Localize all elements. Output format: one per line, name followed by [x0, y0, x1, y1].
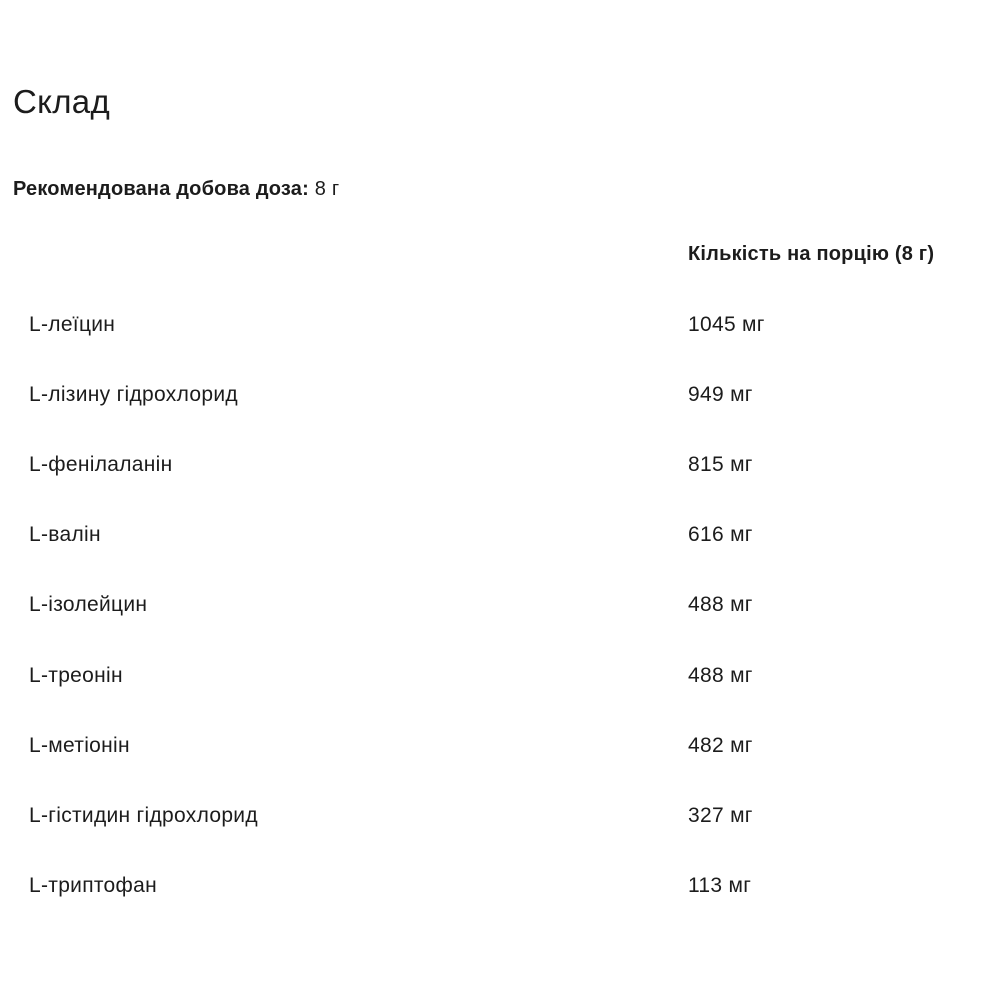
- table-row: [0, 313, 1000, 353]
- table-row: [0, 593, 1000, 633]
- ingredient-name: L-гістидин гідрохлорид: [29, 804, 258, 827]
- ingredient-name: L-триптофан: [29, 874, 157, 897]
- ingredient-amount: 1045 мг: [688, 313, 765, 336]
- ingredient-amount: 482 мг: [688, 734, 753, 757]
- dose-value: 8 г: [314, 178, 340, 200]
- ingredient-amount: 488 мг: [688, 593, 753, 616]
- table-row: [0, 734, 1000, 774]
- amount-column-header: Кількість на порцію (8 г): [688, 243, 935, 265]
- ingredient-amount: 949 мг: [688, 383, 753, 406]
- ingredient-amount: 616 мг: [688, 523, 753, 546]
- ingredient-name: L-леїцин: [29, 313, 116, 336]
- ingredient-name: L-валін: [29, 523, 101, 546]
- page-title: Склад: [13, 83, 111, 120]
- table-row: [0, 383, 1000, 423]
- table-row: [0, 523, 1000, 563]
- table-row: [0, 804, 1000, 844]
- dose-label: Рекомендована добова доза:: [13, 178, 309, 200]
- ingredient-name: L-метіонін: [29, 734, 130, 757]
- table-row: [0, 664, 1000, 704]
- ingredient-amount: 327 мг: [688, 804, 753, 827]
- ingredient-amount: 113 мг: [688, 874, 752, 897]
- ingredient-amount: 488 мг: [688, 664, 753, 687]
- ingredient-name: L-лізину гідрохлорид: [29, 383, 238, 406]
- ingredient-name: L-треонін: [29, 664, 123, 687]
- ingredient-name: L-ізолейцин: [29, 593, 148, 616]
- ingredient-name: L-фенілаланін: [29, 453, 173, 476]
- ingredient-amount: 815 мг: [688, 453, 753, 476]
- table-row: [0, 874, 1000, 914]
- table-row: [0, 453, 1000, 493]
